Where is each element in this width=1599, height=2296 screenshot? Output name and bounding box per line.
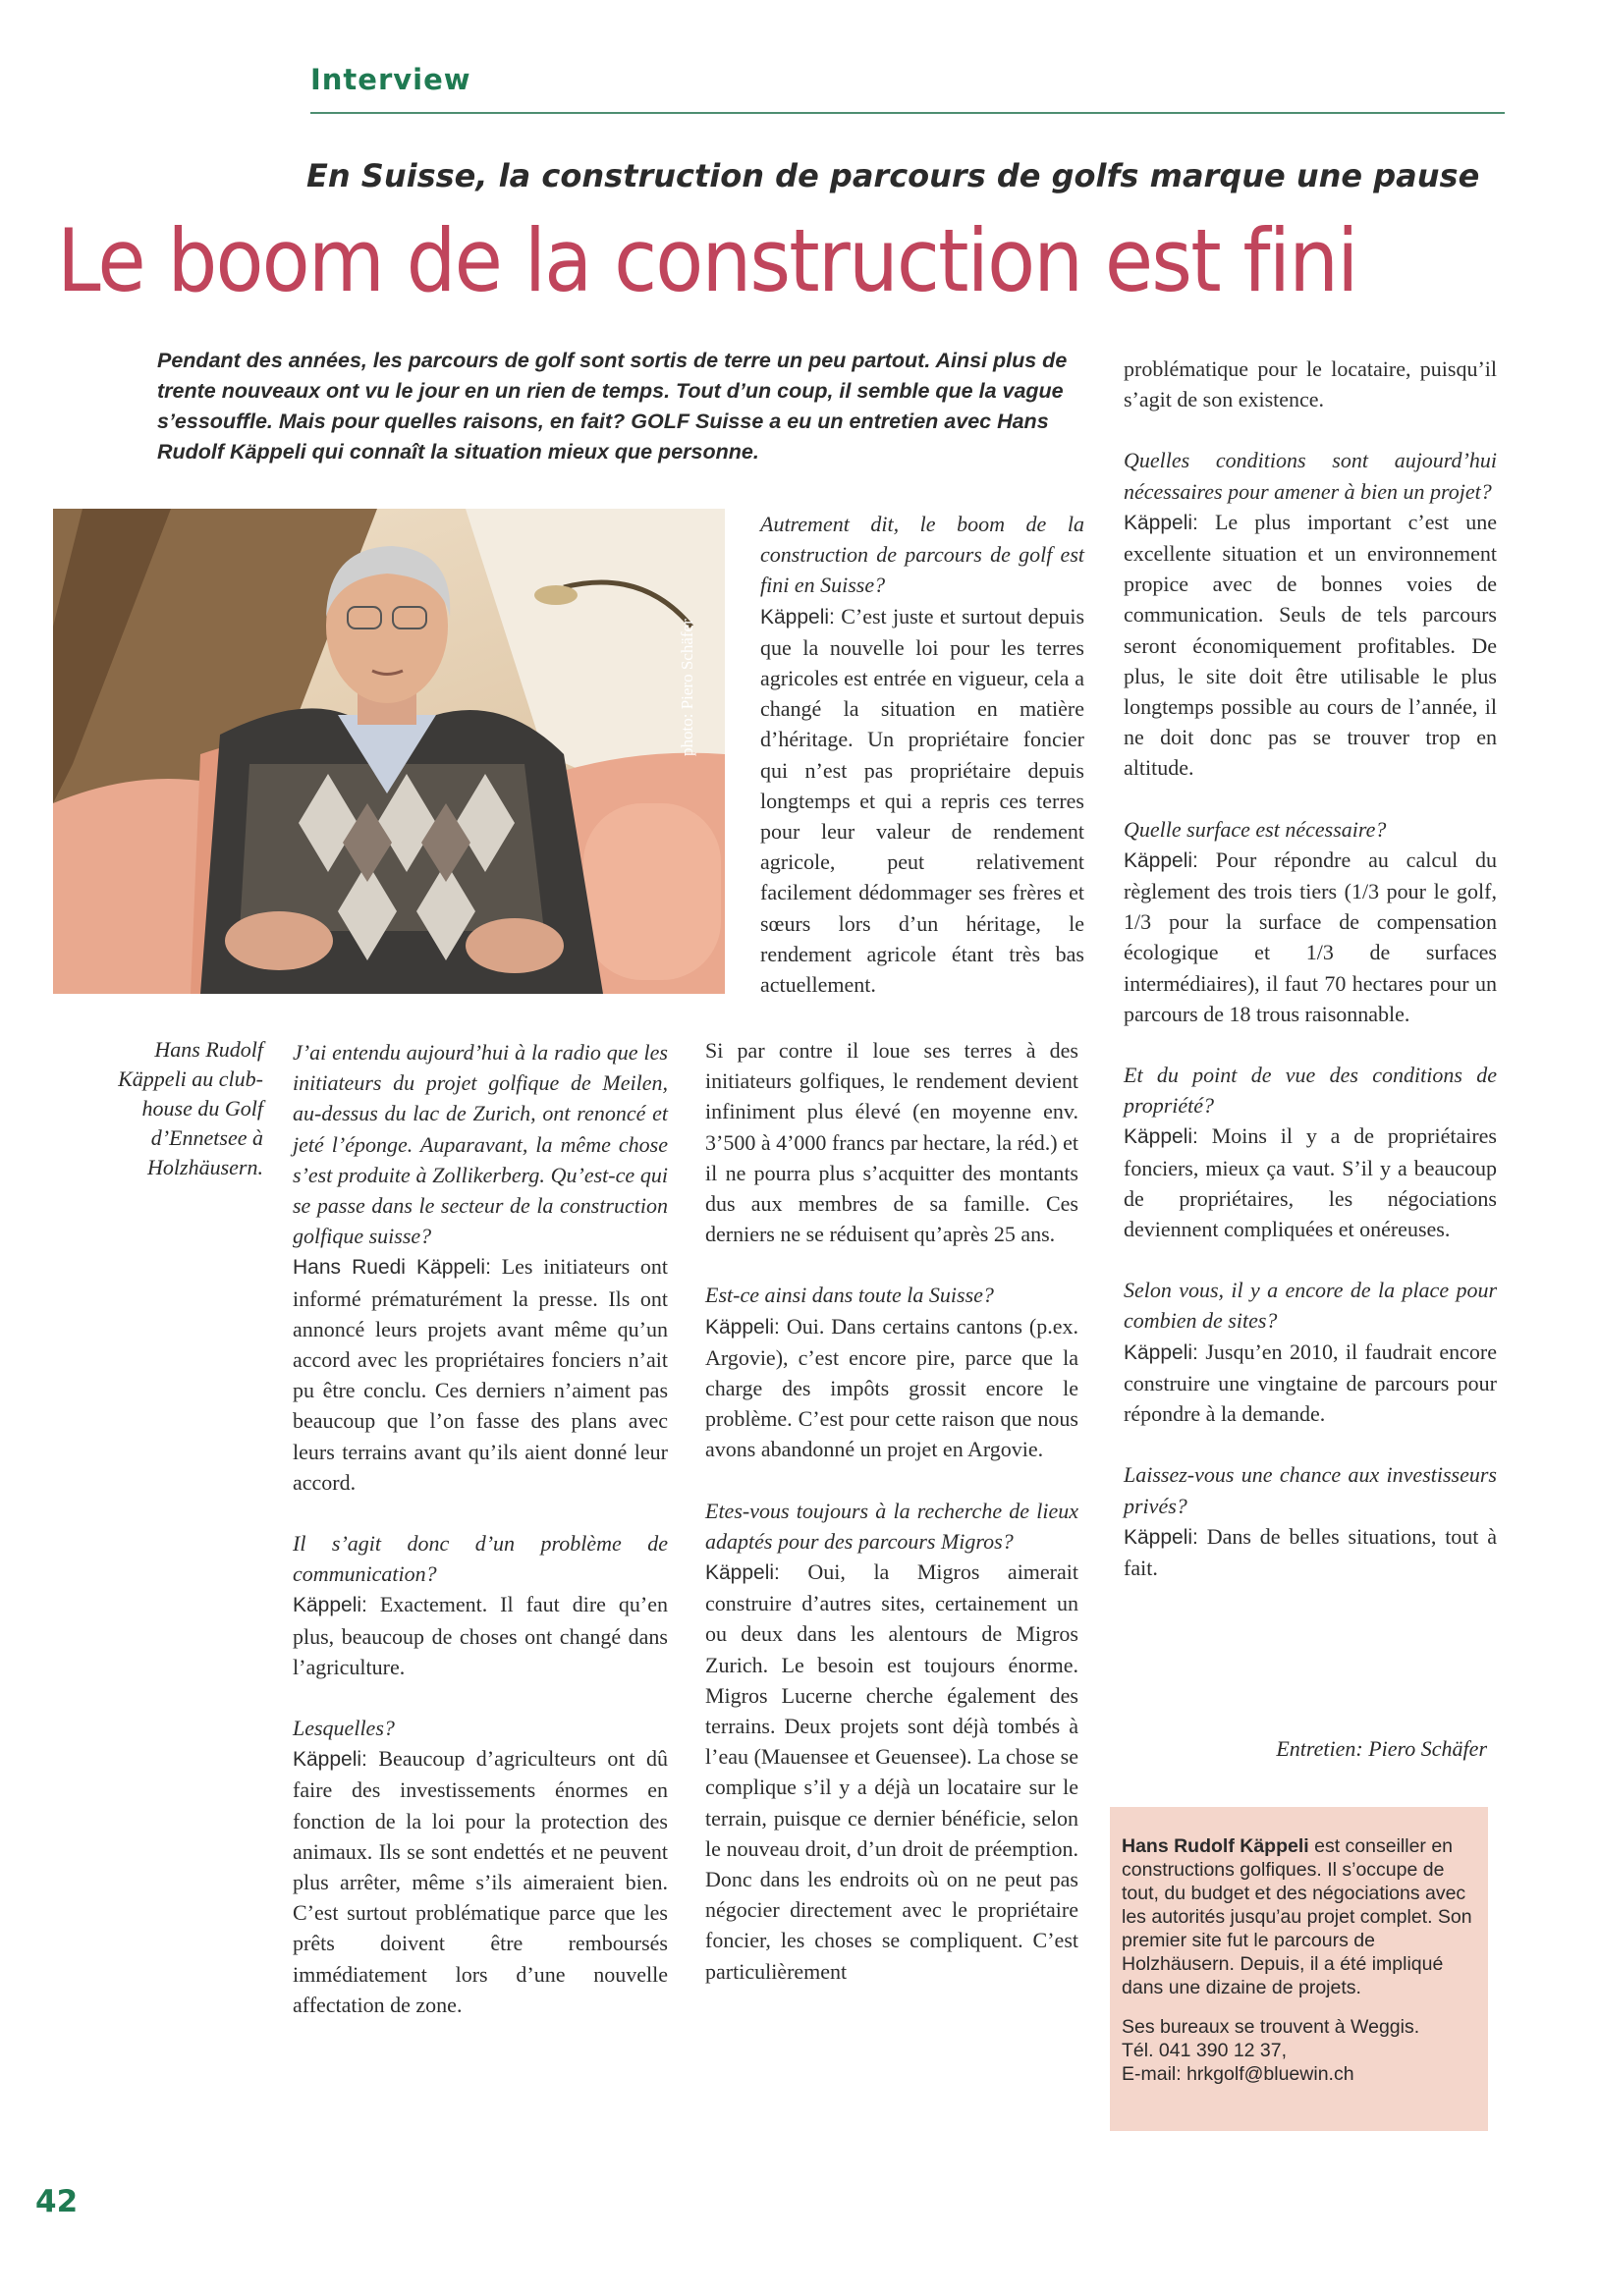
text-column-1 — [293, 1037, 668, 2020]
speaker-label: Käppeli: — [1124, 511, 1198, 534]
text-column-3 — [1124, 354, 1497, 1583]
article-kicker: En Suisse, la construction de parcours de golfs marque une pause — [306, 157, 1480, 194]
speaker-label: Käppeli: — [1124, 1525, 1198, 1549]
interview-question: Quelles conditions sont aujourd’hui nécessaires pour amener à bien un projet? — [1124, 448, 1497, 504]
interview-answer: Jusqu’en 2010, il faudrait encore construire une vingtaine de parcours pour répondre à la demande. — [1124, 1339, 1498, 1427]
interview-question: Lesquelles? — [293, 1716, 395, 1741]
interview-photo — [53, 509, 725, 994]
interview-answer: Exactement. Il faut dire qu’en plus, beaucoup de choses ont changé dans l’agriculture. — [293, 1592, 668, 1679]
interview-block — [705, 1280, 1078, 1464]
interview-answer: Le plus important c’est une excellente situation et un environnement propice avec de bonnes voies de communication. Seuls de tels parcours seront économiquement profitables. De plus, le site doit être utilisable le plus longtemps possible au cours de l’année, il ne doit donc pas se trouver trop en altitude. — [1124, 509, 1497, 781]
infobox-office: Ses bureaux se trouvent à Weggis. — [1122, 2016, 1420, 2038]
interview-answer: C’est juste et surtout depuis que la nouvelle loi pour les terres agricoles est entrée en vigueur, cela a changé la situation en matière d’héritage. Un propriétaire foncier qui n’est pas propriétaire depuis longtemps et qui a repris ces terres pour leur valeur de rendement agricole, peut relativement facilement dédommager ses frères et sœurs lors d’un héritage, le rendement agricole étant très bas actuellement. — [760, 603, 1085, 998]
infobox-bio — [1122, 1834, 1474, 1999]
interview-question: J’ai entendu aujourd’hui à la radio que les initiateurs du projet golfique de Meilen, au-dessus du lac de Zurich, ont renoncé et jeté l’éponge. Auparavant, la même chose s’est produite à Zollikerberg. Qu’est-ce qui se passe dans le secteur de la construction golfique suisse? — [293, 1040, 668, 1249]
speaker-label: Käppeli: — [1124, 1125, 1198, 1149]
speaker-label: Käppeli: — [705, 1561, 780, 1585]
section-label: Interview — [310, 63, 471, 96]
speaker-label: Hans Ruedi Käppeli: — [293, 1256, 491, 1280]
interview-signature: Entretien: Piero Schäfer — [1276, 1736, 1487, 1761]
article-lead: Pendant des années, les parcours de golf sont sortis de terre un peu partout. Ainsi plus de trente nouveaux ont vu le jour en un rien de temps. Tout d’un coup, il semble que la vague s’essouffle. Mais pour quelles raisons, en fait? GOLF Suisse a eu un entretien avec Hans Rudolf Käppeli qui connaît la situation mieux que personne. — [157, 349, 1068, 464]
speaker-label: Käppeli: — [293, 1594, 367, 1617]
interview-block — [293, 1713, 668, 2020]
interview-question: Et du point de vue des conditions de propriété? — [1124, 1063, 1497, 1119]
interview-question: Autrement dit, le boom de la construction de parcours de golf est fini en Suisse? — [760, 512, 1084, 598]
interview-answer: Moins il y a de propriétaires fonciers, mieux ça vaut. S’il y a beaucoup de propriétaires, les négociations deviennent compliquées et onéreuses. — [1124, 1123, 1497, 1242]
interview-block — [1124, 1275, 1497, 1429]
interview-answer-continued: problématique pour le locataire, puisqu’il s’agit de son existence. — [1124, 356, 1497, 412]
photo-caption: Hans Rudolf Käppeli au club-house du Golf d’Ennetsee à Holzhäusern. — [118, 1037, 263, 1179]
interview-block — [293, 1528, 668, 1682]
photo-credit: photo: Piero Schäfer — [678, 619, 696, 756]
infobox-bio-text: est conseiller en constructions golfiques. Il s’occupe de tout, du budget et des négociations avec les autorités jusqu’au projet complet. Son premier site fut le parcours de Holzhäusern. Depuis, il a été impliqué dans une dizaine de projets. — [1122, 1835, 1472, 1998]
infobox-email: E-mail: hrkgolf@bluewin.ch — [1122, 2063, 1354, 2085]
text-column-2-upper — [760, 509, 1084, 1000]
speaker-label: Käppeli: — [1124, 1340, 1198, 1364]
speaker-label: Käppeli: — [760, 605, 835, 629]
interview-answer: Beaucoup d’agriculteurs ont dû faire des investissements énormes en fonction de la loi pour la protection des animaux. Ils se sont endettés et ne peuvent plus arrêter, même s’ils aimeraient bien. C’est surtout problématique parce que les prêts doivent être remboursés immédiatement lors d’une nouvelle affectation de zone. — [293, 1746, 668, 2017]
interview-block — [1124, 445, 1497, 783]
section-divider — [310, 112, 1505, 114]
page-number: 42 — [35, 2184, 79, 2219]
infobox-name: Hans Rudolf Käppeli — [1122, 1835, 1309, 1857]
interview-question: Est-ce ainsi dans toute la Suisse? — [705, 1283, 994, 1308]
interview-question: Laissez-vous une chance aux investisseurs privés? — [1124, 1462, 1497, 1518]
interview-block — [1124, 814, 1497, 1029]
interview-answer: Pour répondre au calcul du règlement des trois tiers (1/3 pour le golf, 1/3 pour la surface de compensation écologique et 1/3 de surfaces intermédiaires), il faut 70 hectares pour un parcours de 18 trous raisonnable. — [1124, 847, 1498, 1026]
photo-illustration — [53, 509, 725, 994]
speaker-label: Käppeli: — [705, 1315, 780, 1339]
infobox-phone: Tél. 041 390 12 37, — [1122, 2040, 1288, 2061]
interview-answer: Oui. Dans certains cantons (p.ex. Argovie), c’est encore pire, parce que la charge des impôts grossit encore le problème. C’est pour cette raison que nous avons abandonné un projet en Argovie. — [705, 1313, 1078, 1462]
interview-answer: Dans de belles situations, tout à fait. — [1124, 1523, 1498, 1580]
interview-block — [1124, 1060, 1497, 1244]
interview-answer: Oui, la Migros aimerait construire d’autres sites, certainement un ou deux dans les alentours de Migros Zurich. Le besoin est toujours énorme. Migros Lucerne cherche également des terrains. Deux projets sont déjà tombés à l’eau (Mauensee et Geuensee). La chose se complique s’il y a déjà un locataire sur le terrain, puisque ce dernier bénéficie, selon le nouveau droit, d’un droit de préemption. Donc dans les endroits où on ne peut pas négocier directement avec le propriétaire foncier, les choses se compliquent. C’est particulièrement — [705, 1559, 1078, 1984]
author-infobox — [1110, 1807, 1488, 2131]
interview-question: Quelle surface est nécessaire? — [1124, 816, 1387, 842]
interview-question: Il s’agit donc d’un problème de communication? — [293, 1531, 668, 1587]
interview-answer-continued: Si par contre il loue ses terres à des initiateurs golfiques, le rendement devient infiniment plus élevé (en moyenne env. 3’500 à 4’000 francs par hectare, la réd.) et il ne pourra plus s’acquitter des montants dus aux membres de sa famille. Ces derniers ne se réduisent qu’après 25 ans. — [705, 1038, 1078, 1247]
interview-answer: Les initiateurs ont informé prématurément la presse. Ils ont annoncé leurs projets avant même qu’un accord avec les propriétaires fonciers n’ait pu être conclu. Ces derniers n’aiment pas beaucoup que l’on fasse des plans avec leurs terrains avant qu’ils aient donné leur accord. — [293, 1254, 669, 1495]
interview-question: Etes-vous toujours à la recherche de lieux adaptés pour des parcours Migros? — [705, 1498, 1078, 1554]
interview-question: Selon vous, il y a encore de la place pour combien de sites? — [1124, 1278, 1497, 1334]
interview-block — [760, 509, 1084, 1000]
speaker-label: Käppeli: — [1124, 848, 1198, 872]
speaker-label: Käppeli: — [293, 1748, 367, 1772]
interview-block — [1124, 1459, 1497, 1583]
interview-block — [293, 1037, 668, 1498]
text-column-2-lower — [705, 1035, 1078, 1987]
article-headline: Le boom de la construction est fini — [57, 210, 1357, 311]
interview-block — [705, 1496, 1078, 1987]
